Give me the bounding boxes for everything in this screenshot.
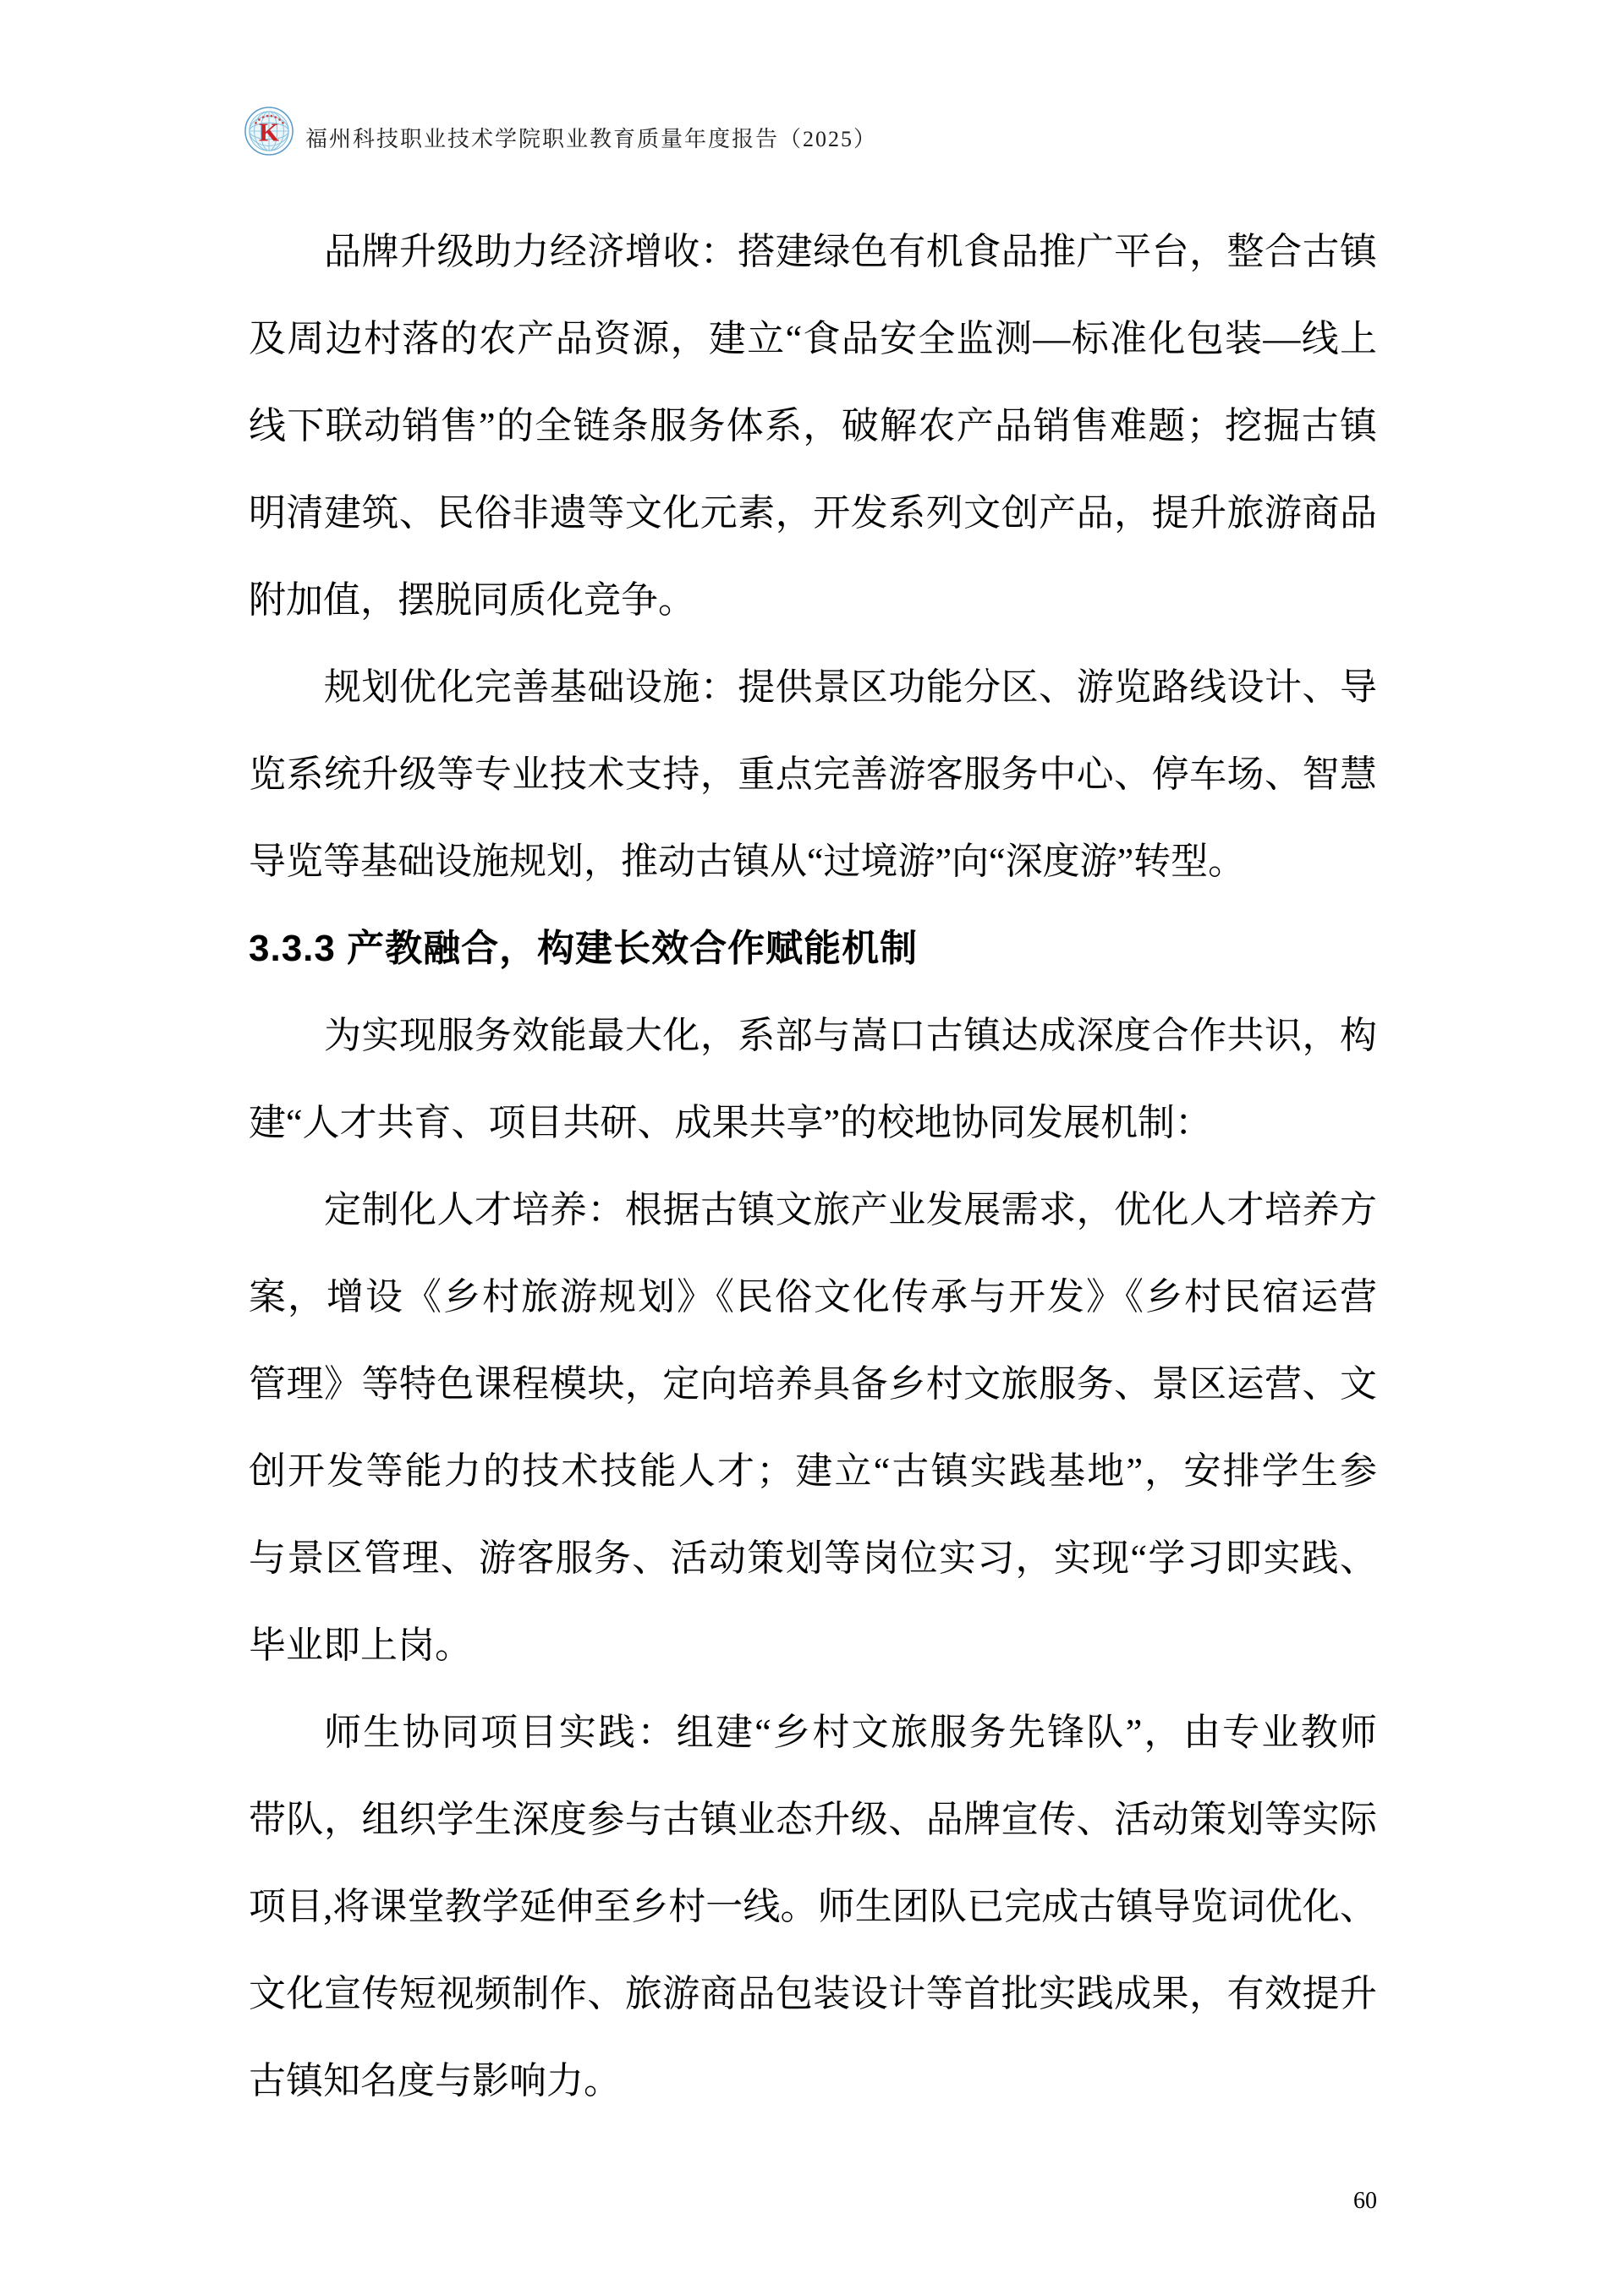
text-line: 附加值，摆脱同质化竞争。 (249, 579, 695, 621)
text-line: 创开发等能力的技术技能人才；建立“古镇实践基地”，安排学生参 (249, 1450, 1377, 1492)
text-line: 古镇知名度与影响力。 (249, 2060, 621, 2101)
text-line: 管理》等特色课程模块，定向培养具备乡村文旅服务、景区运营、文 (249, 1363, 1377, 1405)
text-line: 案，增设《乡村旅游规划》《民俗文化传承与开发》《乡村民宿运营 (249, 1276, 1377, 1318)
school-logo-icon (244, 107, 294, 156)
text-line: 项目,将课堂教学延伸至乡村一线。师生团队已完成古镇导览词优化、 (249, 1886, 1377, 1927)
section-heading: 3.3.3 产教融合，构建长效合作赋能机制 (249, 928, 919, 969)
document-body (249, 208, 1377, 2124)
report-header-title: 福州科技职业技术学院职业教育质量年度报告（2025） (305, 127, 878, 151)
text-line: 带队，组织学生深度参与古镇业态升级、品牌宣传、活动策划等实际 (249, 1799, 1377, 1840)
text-line: 为实现服务效能最大化，系部与嵩口古镇达成深度合作共识，构 (324, 1015, 1377, 1056)
text-line: 与景区管理、游客服务、活动策划等岗位实习，实现“学习即实践、 (249, 1537, 1377, 1579)
text-line: 毕业即上岗。 (249, 1625, 472, 1666)
text-line: 明清建筑、民俗非遗等文化元素，开发系列文创产品，提升旅游商品 (249, 492, 1377, 534)
page-number: 60 (1353, 2188, 1377, 2214)
text-line: 建“人才共育、项目共研、成果共享”的校地协同发展机制： (249, 1102, 1213, 1143)
text-line: 定制化人才培养：根据古镇文旅产业发展需求，优化人才培养方 (324, 1189, 1377, 1230)
text-line: 师生协同项目实践：组建“乡村文旅服务先锋队”，由专业教师 (324, 1712, 1377, 1753)
text-line: 文化宣传短视频制作、旅游商品包装设计等首批实践成果，有效提升 (249, 1973, 1377, 2014)
text-line: 览系统升级等专业技术支持，重点完善游客服务中心、停车场、智慧 (249, 753, 1377, 795)
text-line: 品牌升级助力经济增收：搭建绿色有机食品推广平台，整合古镇 (324, 231, 1377, 272)
text-line: 规划优化完善基础设施：提供景区功能分区、游览路线设计、导 (324, 666, 1377, 708)
text-line: 导览等基础设施规划，推动古镇从“过境游”向“深度游”转型。 (249, 841, 1246, 882)
text-line: 及周边村落的农产品资源，建立“食品安全监测—标准化包装—线上 (249, 318, 1377, 359)
logo-letter: K (258, 117, 280, 147)
page-header (244, 107, 877, 156)
text-line: 线下联动销售”的全链条服务体系，破解农产品销售难题；挖掘古镇 (249, 405, 1377, 447)
